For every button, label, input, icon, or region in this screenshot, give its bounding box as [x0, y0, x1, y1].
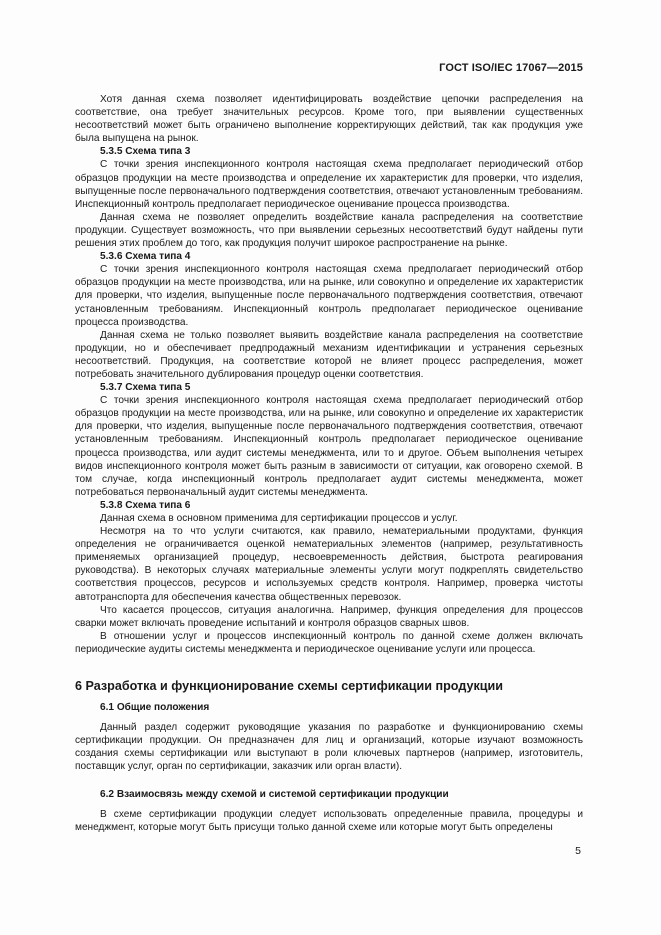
subsection-title-5-3-5: 5.3.5 Схема типа 3 [100, 146, 191, 158]
paragraph: С точки зрения инспекционного контроля настоящая схема предполагает периодический отбор образцов продукции на месте производства, или на рынке, или совокупно и определение их характеристик для проверки, что изделия, выпущенные после первоначального подтверждения соответствия, отвечают установленным требованиям. Инспекционный контроль предполагает периодическое оценивание процесса производства, или аудит системы менеджмента, или то и другое. Объем выполнения четырех видов инспекционного контроля может быть разным в зависимости от ситуации, как оговорено схемой. В том случае, когда инспекционный контроль предполагает аудит системы менеджмента, может потребоваться первоначальный аудит системы менеджмента. [75, 395, 583, 498]
paragraph: Данная схема не позволяет определить воздействие канала распределения на соответствие продукции. Существует возможность, что при выявлении серьезных несоответствий будут найдены пути решения этих проблем до того, как продукция получит широкое распространение на рынке. [75, 211, 583, 250]
paragraph: С точки зрения инспекционного контроля настоящая схема предполагает периодический отбор образцов продукции на месте производства, или на рынке, или совокупно и определение их характеристик для проверки, что изделия, выпущенные после первоначального подтверждения соответствия, отвечают установленным требованиям. Инспекционный контроль предполагает периодическое оценивание процесса производства. [75, 264, 583, 328]
paragraph: Данный раздел содержит руководящие указания по разработке и функционированию схемы сертификации продукции. Он предназначен для лиц и организаций, которые изучают возможность создания схемы сертификации или выступают в роли ключевых партнеров (например, изготовитель, поставщик услуг, орган по сертификации, заказчик или орган власти). [75, 722, 583, 773]
page-number: 5 [575, 845, 581, 857]
paragraph: В отношении услуг и процессов инспекционный контроль по данной схеме должен включать периодические аудиты системы менеджмента и периодическое оценивание услуги или процесса. [75, 630, 583, 655]
paragraph: Данная схема не только позволяет выявить воздействие канала распределения на соответствие продукции, но и обеспечивает предпродажный механизм идентификации и устранения серьезных несоответствий. Продукция, на соответствие которой не влияет процесс распределения, может потребовать значительного дублирования процедур оценки соответствия. [75, 329, 583, 380]
subsection-title-6-2: 6.2 Взаимосвязь между схемой и системой сертификации продукции [100, 788, 449, 800]
paragraph: В схеме сертификации продукции следует использовать определенные правила, процедуры и менеджмент, которые могут быть присущи только данной схеме или которые могут быть определены [75, 808, 583, 833]
subsection-title-5-3-7: 5.3.7 Схема типа 5 [100, 382, 191, 394]
paragraph: Что касается процессов, ситуация аналогична. Например, функция определения для процессов сварки может включать проведение испытаний и контроля образцов сварных швов. [75, 604, 583, 629]
subsection-title-6-1: 6.1 Общие положения [100, 702, 210, 714]
document-header: ГОСТ ISO/IEC 17067—2015 [439, 62, 583, 74]
paragraph: С точки зрения инспекционного контроля настоящая схема предполагает периодический отбор образцов продукции на месте производства и определение их характеристик для проверки, что изделия, выпущенные после первоначального подтверждения соответствия, отвечают установленным требованиям. Инспекционный контроль предполагает периодическое оценивание процесса производства. [75, 159, 583, 210]
paragraph-intro: Хотя данная схема позволяет идентифицировать воздействие цепочки распределения на соответствие, она требует значительных ресурсов. Кроме того, при выявлении существенных несоответствий может быть ограничено выполнение корректирующих действий, так как продукция уже была выпущена на рынок. [75, 94, 583, 145]
subsection-title-5-3-6: 5.3.6 Схема типа 4 [100, 251, 191, 263]
paragraph: Данная схема в основном применима для сертификации процессов и услуг. [100, 513, 458, 524]
document-body [75, 93, 583, 834]
subsection-title-5-3-8: 5.3.8 Схема типа 6 [100, 499, 191, 511]
section-title-6: 6 Разработка и функционирование схемы сертификации продукции [75, 679, 504, 694]
paragraph: Несмотря на то что услуги считаются, как правило, нематериальными продуктами, функция определения не ограничивается оценкой нематериальных элементов (например, результативность применяемых организацией процедур, несвоевременность действия, быстрота реагирования руководства). В некоторых случаях материальные элементы услуги могут подкреплять свидетельство соответствия процессов, ресурсов и используемых средств контроля. Например, проверка чистоты автотранспорта для обеспечения качества общественных перевозок. [75, 526, 583, 603]
